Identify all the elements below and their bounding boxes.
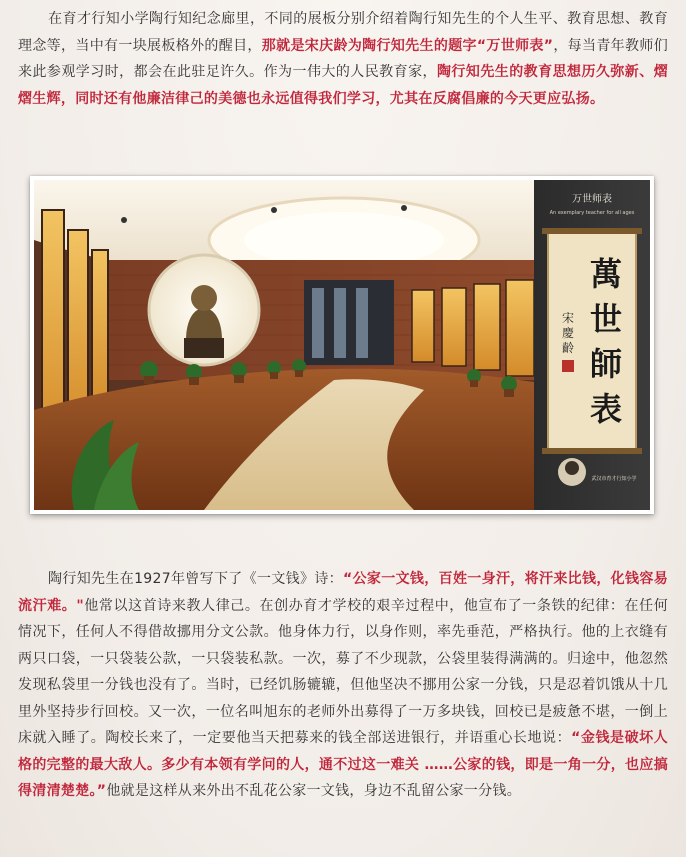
intro-paragraph <box>18 6 668 112</box>
wan-shi-shi-biao-plaque <box>534 180 650 510</box>
signature-char-1: 宋 <box>561 311 575 325</box>
calligraphy-char-3: 師 <box>589 345 623 383</box>
spotlight <box>121 217 127 223</box>
intro-highlight-b: 陶行知先生的教育思想历久弥新、熠熠生辉，同时还有他廉洁律己的美德也永远值得我们学习，尤其在反腐倡廉的今天更应弘扬。 <box>18 64 668 107</box>
ceiling-light <box>244 212 444 268</box>
signature-char-3: 齡 <box>561 341 575 355</box>
poem-text-b: 他常以这首诗来教人律己。在创办育才学校的艰辛过程中，他宣布了一条铁的纪律：在任何情况下，任何人不得借故挪用分文公款。他身体力行，以身作则，率先垂范，严格执行。他的上衣缝有两只口袋，一只袋装公款，一只袋装私款。一次，募了不少现款，公袋里装得满满的。归途中，他忽然发现私袋里一分钱也没有了。当时，已经饥肠辘辘，但他坚决不挪用公家一分钱，只是忍着饥饿从十几里外坚持步行回校。又一次，一位名叫旭东的老师外出募得了一万多块钱，回校已是疲惫不堪，一倒上床就入睡了。陶校长来了，一定要他当天把募来的钱全部送进银行，并语重心长地说： <box>18 597 668 746</box>
scroll-rod-top <box>542 228 642 234</box>
signature-char-2: 慶 <box>561 326 575 340</box>
calligraphy-char-2: 世 <box>589 300 623 338</box>
photo-illustration <box>34 180 650 510</box>
calligraphy-char-4: 表 <box>589 390 623 428</box>
poem-highlight-a: “公家一文钱，百姓一身汗，将汗来比钱，化钱容易流汗难。" <box>18 571 668 614</box>
window <box>356 288 368 358</box>
poem-text-c: 他就是这样从来外出不乱花公家一文钱，身边不乱留公家一分钱。 <box>106 783 522 799</box>
tao-portrait-head <box>565 461 579 475</box>
intro-text-a: 在育才行知小学陶行知纪念廊里，不同的展板分别介绍着陶行知先生的个人生平、教育思想、教育理念等，当中有一块展板格外的醒目， <box>18 11 668 54</box>
poem-highlight-b: “金钱是破坏人格的完整的最大敌人。多少有本领有学问的人，通不过这一难关 ……公家的钱，即是一角一分，也应搞得清清楚楚。” <box>18 730 668 799</box>
memorial-hall-photo <box>30 176 654 514</box>
intro-highlight-a: 那就是宋庆龄为陶行知先生的题字“万世师表” <box>261 37 554 54</box>
poem-paragraph <box>18 566 668 805</box>
photo-content <box>34 180 650 510</box>
seal-stamp <box>562 360 574 372</box>
plaque-title: 万世师表 <box>572 194 612 205</box>
plaque-subtitle: An exemplary teacher for all ages <box>549 210 635 216</box>
poem-text-a: 陶行知先生在1927年曾写下了《一文钱》诗： <box>48 571 344 587</box>
plaque-footer: 武汉市育才行知小学 <box>591 476 637 482</box>
scroll-rod-bottom <box>542 448 642 454</box>
window <box>312 288 324 358</box>
calligraphy-char-1: 萬 <box>589 255 623 293</box>
bust-head <box>191 285 217 311</box>
spotlight <box>401 205 407 211</box>
window <box>334 288 346 358</box>
intro-text-b: ，每当青年教师们来此参观学习时，都会在此驻足许久。作为一伟大的人民教育家， <box>18 37 668 80</box>
spotlight <box>271 207 277 213</box>
bust-pedestal <box>184 338 224 358</box>
